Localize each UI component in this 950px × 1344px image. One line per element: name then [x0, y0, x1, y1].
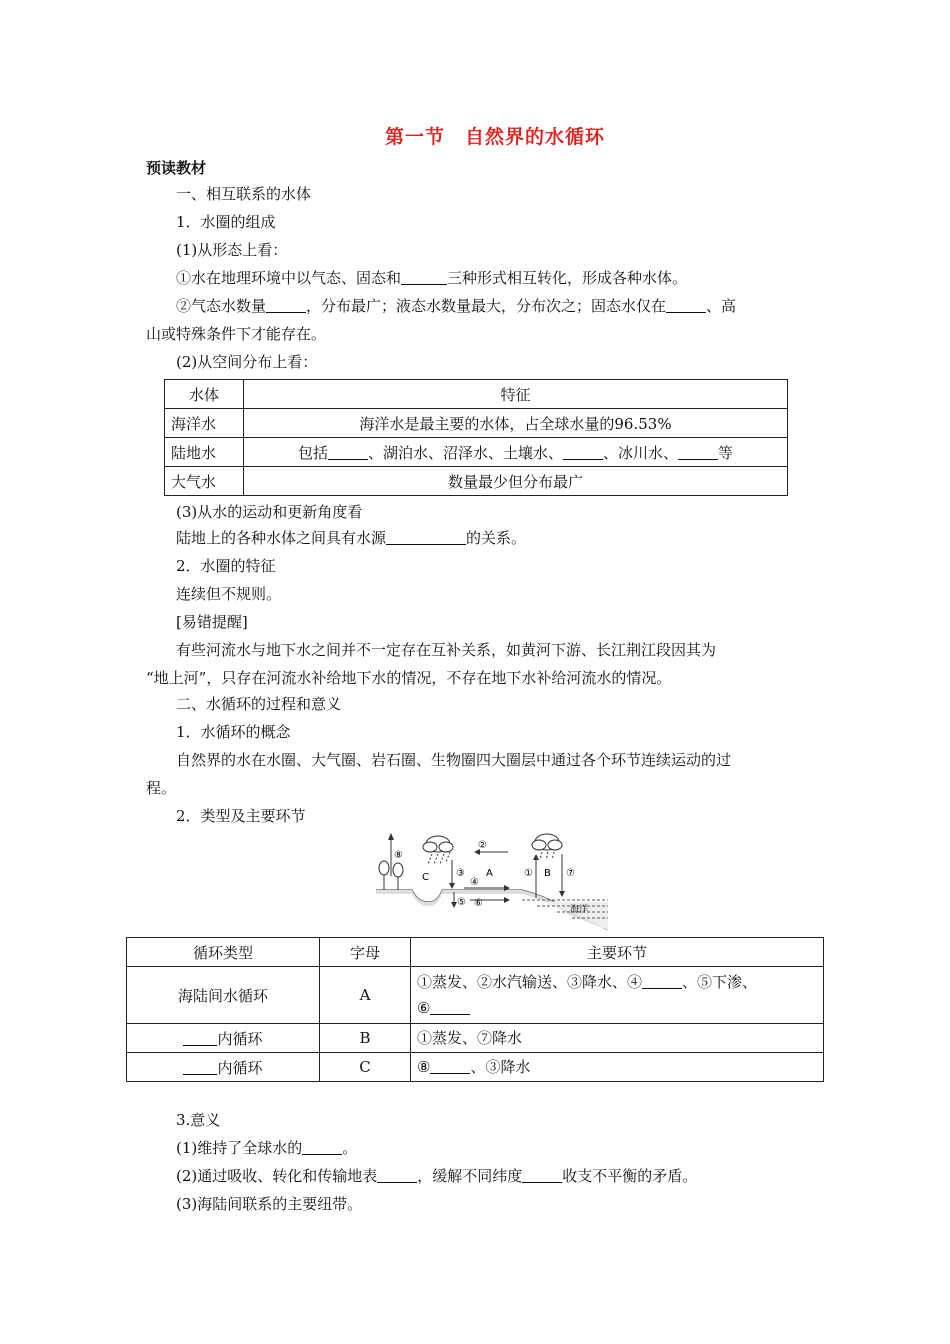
water-cycle-diagram — [372, 830, 612, 930]
s2-p3: 程。 — [146, 779, 177, 797]
t2-r1c: ⑥ — [417, 999, 431, 1017]
t1-r2-name: 陆地水 — [165, 438, 244, 467]
t1-r3-feature: 数量最少但分布最广 — [244, 467, 788, 496]
t2-r3a: ⑧ — [417, 1058, 431, 1076]
t1-r1-feature: 海洋水是最主要的水体，占全球水量的96.53% — [244, 409, 788, 438]
blank — [666, 296, 706, 313]
blank — [430, 1057, 470, 1074]
s1-p3 — [146, 264, 840, 292]
page-title: 第一节 自然界的水循环 — [384, 126, 605, 148]
t2-r3-type-text: 内循环 — [217, 1058, 263, 1077]
label-5: ⑤ — [457, 897, 466, 908]
s1-p4b: ，分布最广；液态水数量最大，分布次之；固态水仅在 — [306, 297, 667, 315]
cloud-icon-right — [532, 834, 562, 850]
s2-p7a: (2)通过吸收、转化和传输地表 — [176, 1167, 378, 1185]
s1-p3a: ①水在地理环境中以气态、固态和 — [176, 269, 402, 287]
label-1: ① — [524, 868, 533, 879]
t1-header-feature: 特征 — [244, 380, 788, 409]
blank — [328, 443, 368, 460]
t1-header-body: 水体 — [165, 380, 244, 409]
t2-r1b: 、⑤下渗、 — [682, 973, 758, 991]
t1-r3-name: 大气水 — [165, 467, 244, 496]
t2-header-type: 循环类型 — [127, 938, 320, 967]
label-7: ⑦ — [566, 868, 575, 879]
s1-p5: 山或特殊条件下才能存在。 — [146, 325, 327, 343]
label-2: ② — [478, 840, 487, 851]
s2-p6 — [146, 1134, 840, 1162]
blank — [678, 443, 718, 460]
s1-p1: 1．水圈的组成 — [176, 213, 276, 231]
label-C: C — [422, 872, 429, 883]
label-A: A — [486, 868, 493, 879]
s2-p7b: ，缓解不同纬度 — [417, 1167, 523, 1185]
blank — [183, 1029, 217, 1046]
s2-p4: 2．类型及主要环节 — [176, 807, 306, 825]
s1-p7: (3)从水的运动和更新角度看 — [176, 503, 363, 521]
s1-p4 — [146, 292, 840, 320]
t2-r3-steps — [411, 1053, 824, 1082]
blank — [377, 1166, 417, 1183]
t2-header-steps: 主要环节 — [411, 938, 824, 967]
label-3: ③ — [456, 868, 465, 879]
s1-p2: (1)从形态上看： — [176, 241, 288, 259]
t2-r1-type: 海陆间水循环 — [127, 967, 320, 1024]
s2-p5: 3.意义 — [176, 1111, 221, 1129]
s1-p3b: 三种形式相互转化，形成各种水体。 — [447, 269, 688, 287]
s2-p6a: (1)维持了全球水的 — [176, 1139, 303, 1157]
blank — [522, 1166, 562, 1183]
t2-r1a: ①蒸发、②水汽输送、③降水、④ — [417, 973, 643, 991]
s1-p4a: ②气态水数量 — [176, 297, 267, 315]
s1-title: 一、相互联系的水体 — [176, 185, 312, 203]
s1-p6: (2)从空间分布上看： — [176, 353, 318, 371]
s1-p10: 连续但不规则。 — [176, 585, 282, 603]
blank — [302, 1138, 342, 1155]
t1-r2a: 包括 — [297, 443, 328, 462]
label-B: B — [544, 868, 551, 879]
cycle-type-table — [126, 937, 824, 1082]
s2-p1: 1．水循环的概念 — [176, 723, 291, 741]
s1-p4c: 、高 — [706, 297, 737, 315]
s1-p8 — [146, 524, 840, 552]
t2-header-letter: 字母 — [320, 938, 411, 967]
cloud-icon — [423, 836, 453, 852]
t2-r3-type — [127, 1053, 320, 1082]
s2-p8: (3)海陆间联系的主要纽带。 — [176, 1195, 363, 1213]
t1-r2b: 、湖泊水、沼泽水、土壤水、 — [367, 443, 563, 462]
t2-r2-type-text: 内循环 — [217, 1029, 263, 1048]
t2-r1-steps — [411, 967, 824, 1024]
blank — [401, 268, 447, 285]
t2-r1-letter: A — [320, 967, 411, 1024]
label-4: ④ — [470, 877, 479, 888]
water-body-table — [164, 379, 788, 496]
s1-p9: 2．水圈的特征 — [176, 557, 276, 575]
sea-label: 海洋 — [570, 905, 589, 915]
t1-r1-name: 海洋水 — [165, 409, 244, 438]
t2-r2-steps: ①蒸发、⑦降水 — [411, 1024, 824, 1053]
s2-p6b: 。 — [342, 1139, 358, 1157]
t2-r3b: 、③降水 — [470, 1058, 531, 1076]
t1-r2-feature — [244, 438, 788, 467]
s1-p8a: 陆地上的各种水体之间具有水源 — [176, 529, 387, 547]
blank — [183, 1058, 217, 1075]
t1-r2d: 等 — [718, 443, 734, 462]
s1-p8b: 的关系。 — [466, 529, 527, 547]
section-heading: 预读教材 — [146, 159, 207, 177]
s2-p7 — [146, 1162, 840, 1190]
t1-r2c: 、冰川水、 — [603, 443, 679, 462]
s2-p7c: 收支不平衡的矛盾。 — [562, 1167, 698, 1185]
s1-p13: “地上河”，只存在河流水补给地下水的情况，不存在地下水补给河流水的情况。 — [146, 669, 672, 687]
blank — [563, 443, 603, 460]
blank — [266, 296, 306, 313]
t2-r2-type — [127, 1024, 320, 1053]
blank — [386, 528, 466, 545]
t2-r2-letter: B — [320, 1024, 411, 1053]
label-8: ⑧ — [394, 850, 403, 861]
label-6: ⑥ — [474, 898, 483, 909]
t2-r3-letter: C — [320, 1053, 411, 1082]
s2-title: 二、水循环的过程和意义 — [176, 695, 342, 713]
blank — [430, 998, 470, 1015]
s2-p2: 自然界的水在水圈、大气圈、岩石圈、生物圈四大圈层中通过各个环节连续运动的过 — [176, 751, 732, 769]
s1-p12: 有些河流水与地下水之间并不一定存在互补关系，如黄河下游、长江荆江段因其为 — [176, 641, 717, 659]
blank — [642, 972, 682, 989]
s1-p11: [易错提醒] — [176, 613, 248, 631]
